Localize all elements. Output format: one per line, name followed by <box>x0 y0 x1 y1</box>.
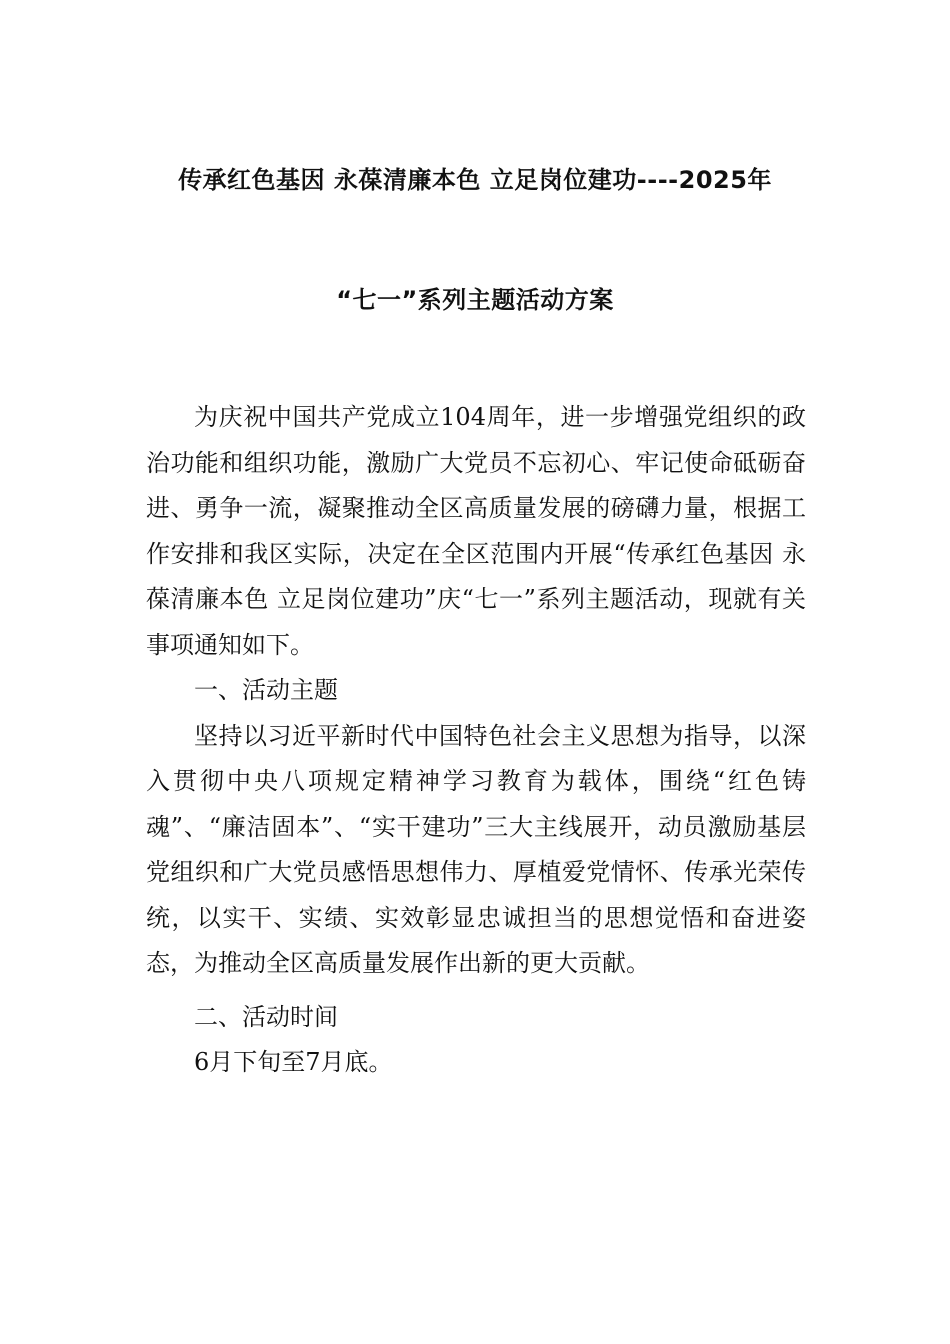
section-heading-time: 二、活动时间 <box>194 1002 338 1031</box>
document-title-line-1: 传承红色基因 永葆清廉本色 立足岗位建功----2025年 <box>178 166 772 194</box>
document-title-line-2: “七一”系列主题活动方案 <box>336 286 614 314</box>
section-content-time: 6月下旬至7月底。 <box>194 1048 393 1076</box>
section-content-theme: 坚持以习近平新时代中国特色社会主义思想为指导，以深入贯彻中央八项规定精神学习教育为载体，围绕“红色铸魂”、“廉洁固本”、“实干建功”三大主线展开，动员激励基层党组织和广大党员感悟思想伟力、厚植爱党情怀、传承光荣传统，以实干、实绩、实效彰显忠诚担当的思想觉悟和奋进姿态，为推动全区高质量发展作出新的更大贡献。 <box>146 721 806 977</box>
document-body <box>146 395 806 1086</box>
intro-paragraph: 为庆祝中国共产党成立104周年，进一步增强党组织的政治功能和组织功能，激励广大党员不忘初心、牢记使命砥砺奋进、勇争一流，凝聚推动全区高质量发展的磅礴力量，根据工作安排和我区实际，决定在全区范围内开展“传承红色基因 永葆清廉本色 立足岗位建功”庆“七一”系列主题活动，现就有关事项通知如下。 <box>146 403 806 659</box>
section-heading-theme: 一、活动主题 <box>194 676 338 704</box>
